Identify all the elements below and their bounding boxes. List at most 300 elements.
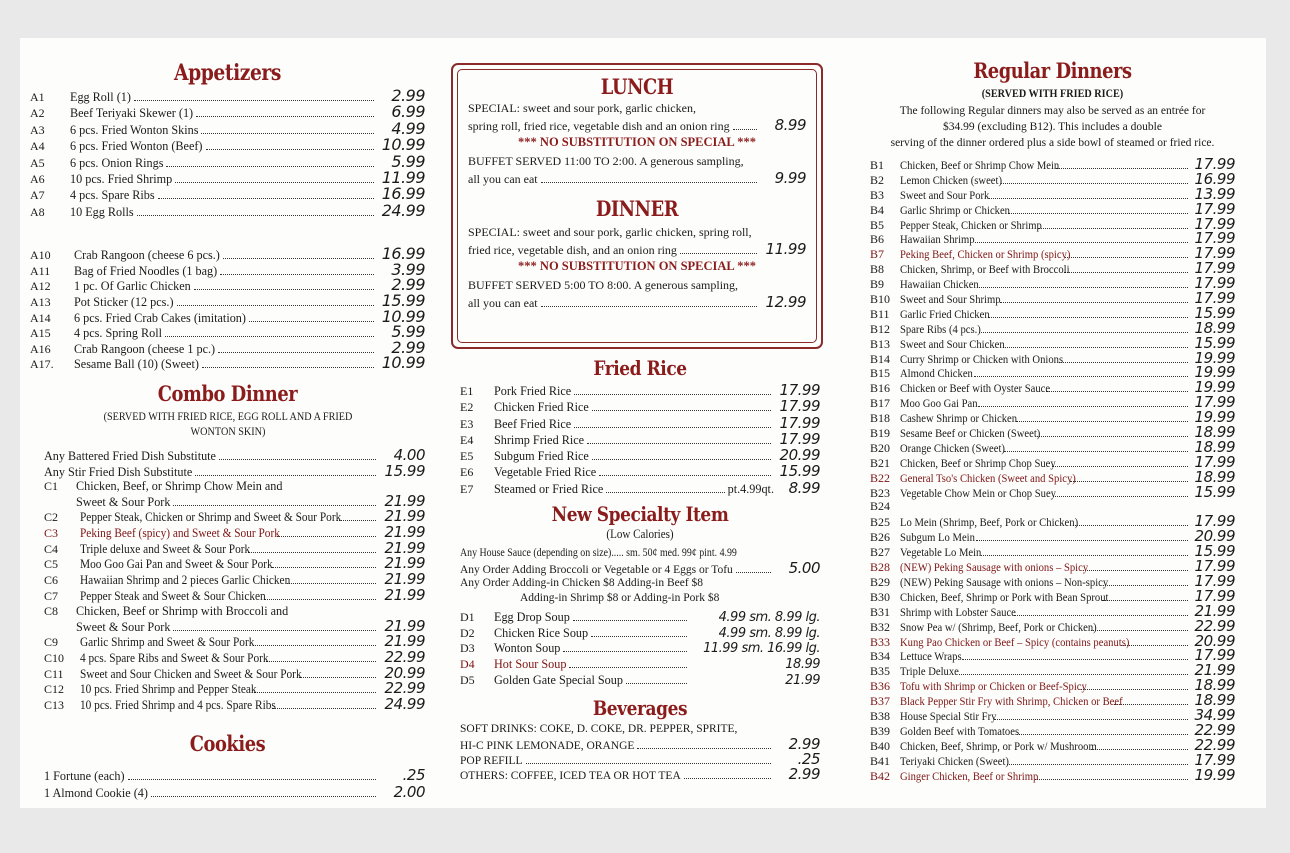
lunch-special-row [468,118,806,133]
dot-leader [989,198,1188,199]
item-code: B16 [870,381,891,396]
item-name: 6 pcs. Fried Wonton (Beef) [70,139,203,154]
item-code: B27 [870,545,891,560]
item-price: 21.99 [384,586,425,605]
dot-leader [574,427,771,428]
item-code: C6 [44,573,59,588]
menu-item-row [870,544,1235,559]
dot-leader [254,692,376,693]
item-code: C3 [44,525,59,540]
item-name: Vegetable Chow Mein or Chop Suey [900,485,1056,500]
dot-leader [680,253,757,254]
item-code: B10 [870,292,891,307]
menu-item-row [44,588,425,604]
menu-item-row [870,410,1235,425]
item-price: 17.99 [1194,244,1235,263]
dot-leader [1091,630,1188,631]
dot-leader [158,198,374,199]
dot-leader [573,620,687,621]
item-name: Moo Goo Gai Pan [900,396,978,411]
item-price: 17.99 [779,381,820,399]
lunch-dinner-box [451,63,823,349]
menu-item-row [870,631,1235,650]
item-price: 16.99 [381,184,425,204]
item-price: 21.99 [384,522,425,541]
item-code: B24 [870,499,891,514]
dot-leader [541,306,757,307]
menu-item-row [44,538,425,557]
item-name: Hawaiian Shrimp [900,232,975,247]
dot-leader [218,352,374,353]
menu-item-row [870,157,1235,172]
dinner-special-price: 11.99 [765,240,806,259]
item-name: Lo Mein (Shrimp, Beef, Pork or Chicken) [900,515,1079,530]
item-name: Teriyaki Chicken (Sweet) [900,753,1009,768]
item-name: Garlic Fried Chicken [900,306,990,321]
item-code: A15 [30,326,51,341]
item-code: B38 [870,708,891,723]
item-code: B25 [870,515,891,530]
dot-leader [606,492,724,493]
lunch-no-substitution: *** NO SUBSTITUTION ON SPECIAL *** [518,135,756,150]
dot-leader [134,100,374,101]
item-price: 18.99 [1194,691,1235,710]
item-price: 21.99 [384,538,425,557]
menu-item-row [460,610,820,626]
item-code: D2 [460,625,475,640]
item-code: D5 [460,672,475,687]
item-price: 24.99 [381,200,425,220]
dot-leader [1008,213,1188,214]
menu-item-row [44,663,425,682]
soft-drinks-line2: HI-C PINK LEMONADE, ORANGE [460,740,635,753]
item-name: Hot Sour Soup [494,656,567,671]
menu-item-row [30,104,425,120]
item-price: 2.00 [393,782,425,801]
item-price: 4.99 [391,118,425,138]
dot-leader [175,182,374,183]
item-price: 18.99 [1194,437,1235,456]
menu-item-row [870,529,1235,544]
dot-leader [736,572,771,573]
item-name: House Special Stir Fry [900,708,997,723]
item-code: B13 [870,336,891,351]
dot-leader [1121,645,1188,646]
item-code: E2 [460,400,474,415]
menu-item-row [870,425,1235,440]
regular-desc-line2: $34.99 (excluding B12). This includes a double [943,121,1162,133]
item-code: D4 [460,656,475,671]
item-name: 6 pcs. Fried Wonton Skins [70,122,199,137]
item-price: 2.99 [391,275,425,295]
menu-item-row [870,720,1235,739]
menu-item-row [460,398,820,414]
lunch-special-line1: SPECIAL: sweet and sour pork, garlic chicken, [468,101,696,115]
dot-leader [201,133,374,134]
item-code: D3 [460,641,475,656]
item-name: 6 pcs. Fried Crab Cakes (imitation) [74,310,246,325]
item-price: 17.99 [1194,155,1235,173]
item-code: B15 [870,366,891,381]
item-name: (NEW) Peking Sausage with onions – Spicy [900,560,1089,575]
item-size-note: pt.4.99qt. [727,481,774,496]
menu-item-row [30,88,425,104]
item-name: Kung Pao Chicken or Beef – Spicy (contains peanuts) [900,634,1130,649]
menu-item-row [870,214,1235,233]
dot-leader [137,215,374,216]
dot-leader [974,376,1188,377]
item-name: Black Pepper Stir Fry with Shrimp, Chicken or Beef [900,694,1123,709]
menu-item-row [870,348,1235,367]
menu-item-row [44,522,425,541]
item-price: 17.99 [1194,393,1235,412]
item-name: Sesame Beef or Chicken (Sweet) [900,426,1041,441]
fried-rice-list [460,382,820,496]
item-price: 13.99 [1194,184,1235,203]
dot-leader [173,630,376,631]
item-name: Ginger Chicken, Beef or Shrimp [900,768,1039,783]
item-code: E6 [460,465,474,480]
cookies-title: Cookies [189,731,266,757]
item-code: A10 [30,248,51,263]
item-code: B42 [870,768,891,783]
soft-drinks-price: 2.99 [788,735,820,754]
menu-item-row [870,735,1235,754]
item-price: 19.99 [1194,363,1235,382]
item-name: Crab Rangoon (cheese 1 pc.) [74,341,216,356]
adding-row [460,561,820,576]
item-price: 11.99 [381,167,425,187]
menu-item-row [870,559,1235,574]
item-name: Chicken, Beef, or Shrimp Chow Mein and [76,478,283,493]
menu-item-row [30,324,425,340]
item-name: Almond Chicken [900,366,973,381]
dot-leader [165,336,374,337]
dot-leader [1046,391,1188,392]
item-price: 2.99 [391,86,425,105]
item-price: 20.99 [1194,631,1235,650]
item-code: B20 [870,440,891,455]
item-code: C5 [44,557,59,572]
item-name: Peking Beef, Chicken or Shrimp (spicy) [900,247,1071,262]
menu-item-row [44,647,425,666]
item-code: E3 [460,416,474,431]
item-code: C13 [44,698,65,713]
item-price: 15.99 [779,462,820,481]
item-name: 6 pcs. Onion Rings [70,155,164,170]
item-name: Pot Sticker (12 pcs.) [74,294,174,309]
dot-leader [1037,436,1188,437]
dot-leader [994,719,1188,720]
item-name: Hawaiian Shrimp and 2 pieces Garlic Chicken [80,573,291,588]
menu-item-row [30,355,425,371]
item-code: B29 [870,574,891,589]
item-price: 10.99 [381,306,425,326]
dot-leader [626,683,687,684]
dot-leader [128,779,376,780]
dot-leader [684,778,771,779]
lunch-buffet-row [468,171,806,186]
dot-leader [248,552,376,553]
menu-item-row [870,380,1235,395]
dot-leader [299,677,376,678]
item-name: Spare Ribs (4 pcs.) [900,321,981,336]
menu-item-row [870,365,1235,380]
menu-item-row [30,186,425,202]
menu-item-row [870,601,1235,620]
menu-item-row [460,382,820,398]
item-name: Pepper Steak, Chicken or Shrimp and Sweet & Sour Pork [80,510,342,525]
dot-leader [574,394,771,395]
dot-leader [1035,779,1188,780]
dot-leader [979,332,1188,333]
item-name: Golden Gate Special Soup [494,672,623,687]
item-code: B19 [870,426,891,441]
item-price: 21.99 [384,491,425,510]
dot-leader [988,317,1188,318]
item-code: B34 [870,649,891,664]
dot-leader [599,475,771,476]
item-code: B11 [870,306,890,321]
item-name: Pepper Steak, Chicken or Shrimp [900,217,1042,232]
menu-item-row [30,167,425,187]
menu-item-row [30,290,425,310]
menu-item-row [870,291,1235,306]
item-price: 17.99 [1194,259,1235,278]
item-code: D1 [460,610,475,625]
item-code: A7 [30,188,45,203]
item-name: Lettuce Wraps [900,649,962,664]
item-code: E7 [460,481,474,496]
dot-leader [151,796,376,797]
menu-item-row [870,693,1235,708]
item-name: Chicken, Beef or Shrimp Chow Mein [900,158,1060,172]
lunch-buffet-price: 9.99 [774,169,806,188]
dinner-buffet-line1: BUFFET SERVED 5:00 TO 8:00. A generous sampling, [468,278,739,293]
regular-desc-line3: serving of the dinner ordered plus a side bowl of steamed or fried rice. [890,137,1215,149]
dot-leader [206,149,375,150]
menu-item-row [870,452,1235,471]
menu-item-row [870,437,1235,456]
item-code: C2 [44,510,59,525]
dot-leader [1053,496,1188,497]
item-price: 17.99 [1194,199,1235,218]
item-name: Vegetable Lo Mein [900,545,982,560]
dot-leader [249,321,374,322]
menu-item-row [870,499,1235,514]
item-code: B22 [870,470,891,485]
dot-leader [541,182,757,183]
dot-leader [173,505,376,506]
dot-leader [1081,689,1188,690]
menu-item-row [460,626,820,642]
item-price: 17.99 [1194,571,1235,590]
item-price: 17.99 [1194,289,1235,308]
pop-refill-label: POP REFILL [460,755,523,768]
dinner-buffet-price: 12.99 [765,293,806,312]
item-code: A14 [30,310,51,325]
item-name: Sesame Ball (10) (Sweet) [74,357,199,372]
dot-leader [592,459,771,460]
dot-leader [202,367,374,368]
house-sauce-line: Any House Sauce (depending on size)..... sm. 50¢ med. 99¢ pint. 4.99 [460,547,737,560]
item-name: Sweet and Sour Pork [900,187,990,202]
item-name: Cashew Shrimp or Chicken [900,411,1018,426]
lunch-special-price: 8.99 [774,116,806,134]
item-price: 21.99 [384,632,425,651]
item-code: E1 [460,384,474,398]
soft-drinks-row [460,737,820,752]
others-price: 2.99 [788,765,820,784]
item-price: 18.99 [785,656,820,672]
dinner-special-line2: fried rice, vegetable dish, and an onion ring [468,243,677,258]
item-name: Steamed or Fried Rice [494,481,604,496]
menu-item-row [30,246,425,262]
lunch-dinner-box-inner [457,69,817,343]
menu-item-row [870,199,1235,218]
item-price: 21.99 [384,570,425,589]
menu-item-row [460,463,820,479]
item-code: B8 [870,262,885,277]
item-name: 1 Almond Cookie (4) [44,785,148,800]
menu-item-row [30,118,425,138]
item-code: C11 [44,666,64,681]
dot-leader [978,406,1188,407]
item-price: 15.99 [1194,542,1235,561]
menu-item-row [870,482,1235,501]
lunch-special-line2: spring roll, fried rice, vegetable dish and an onion ring [468,119,730,133]
item-name: 10 Egg Rolls [70,204,134,219]
beverages-title: Beverages [592,696,688,721]
item-code: B14 [870,351,891,366]
dot-leader [1014,615,1188,616]
dot-leader [591,636,687,637]
item-name: Subgum Lo Mein [900,530,975,545]
item-price: 20.99 [1194,527,1235,546]
middle-column [460,356,820,782]
item-name: Triple deluxe and Sweet & Sour Pork [80,541,251,556]
dot-leader [1114,704,1188,705]
item-code: A13 [30,294,51,309]
menu-page [20,38,1266,808]
item-name-cont: Sweet & Sour Pork [76,619,171,634]
dot-leader [563,651,687,652]
item-code: B6 [870,232,885,247]
menu-item-row [30,137,425,153]
item-code: A12 [30,279,51,294]
item-code: B32 [870,619,891,634]
item-price: 3.99 [391,259,425,279]
item-code: B12 [870,321,891,336]
item-price: 22.99 [1194,720,1235,739]
dot-leader [1007,764,1188,765]
menu-item-row [870,648,1235,663]
item-name: Chicken or Beef with Oyster Sauce [900,381,1051,396]
menu-item-row [30,259,425,279]
fried-rice-title: Fried Rice [593,356,687,380]
item-name: Chicken, Shrimp, or Beef with Broccoli [900,262,1070,277]
item-price: 22.99 [384,679,425,698]
item-name: Egg Drop Soup [494,610,570,625]
item-name: Chicken, Beef or Shrimp Chop Suey [900,455,1056,470]
dot-leader [253,645,376,646]
menu-item-row [870,705,1235,724]
item-name: Subgum Fried Rice [494,449,589,464]
item-name: Egg Roll (1) [70,90,131,104]
dot-leader [194,289,374,290]
dot-leader [1065,257,1188,258]
item-name: 10 pcs. Fried Shrimp and Pepper Steak [80,682,257,697]
item-price: 11.99 sm. 16.99 lg. [703,641,820,657]
dot-leader [1103,585,1188,586]
dot-leader [1001,183,1188,184]
item-price: 4.99 sm. 8.99 lg. [718,610,820,626]
item-price: 15.99 [1194,482,1235,501]
item-price: 21.99 [1194,661,1235,680]
item-price: 16.99 [381,244,425,264]
item-code: B33 [870,634,891,649]
item-price: 20.99 [384,663,425,682]
dot-leader [219,459,376,460]
item-name: Any Battered Fried Dish Substitute [44,448,216,463]
adding-line: Any Order Adding Broccoli or Vegetable or 4 Eggs or Tofu [460,564,733,577]
item-price: 15.99 [381,290,425,310]
item-code: C10 [44,650,65,665]
lunch-title: LUNCH [600,74,674,99]
item-name-cont: Sweet & Sour Pork [76,494,171,509]
item-code: C7 [44,589,59,604]
item-code: B28 [870,560,891,575]
dot-leader [264,599,376,600]
dinner-special-row [468,242,806,257]
dot-leader [272,708,376,709]
item-price: 17.99 [779,429,820,448]
item-price: 15.99 [1194,333,1235,352]
menu-item-row [44,572,425,588]
item-code: B41 [870,753,891,768]
dot-leader [1016,421,1188,422]
item-code: A6 [30,171,45,186]
right-column [870,38,1235,782]
others-row [460,767,820,782]
item-code: A11 [30,263,51,278]
item-name: Garlic Shrimp or Chicken [900,202,1010,217]
item-price: 21.99 [384,554,425,573]
item-price: 17.99 [1194,586,1235,605]
dot-leader [220,274,374,275]
item-code: C9 [44,635,59,650]
menu-item-row [44,784,425,801]
item-name: General Tso's Chicken (Sweet and Spicy) [900,470,1076,485]
adding-meat-line: Any Order Adding-in Chicken $8 Adding-in Beef $8 [460,577,704,590]
dot-leader [1017,734,1188,735]
item-name: Moo Goo Gai Pan and Sweet & Sour Pork [80,557,273,572]
item-price: 17.99 [1194,750,1235,769]
item-name: Crab Rangoon (cheese 6 pcs.) [74,248,220,263]
item-code: A2 [30,106,45,121]
soup-list [460,610,820,688]
dot-leader [277,536,376,537]
item-name: (NEW) Peking Sausage with onions – Non-spicy [900,574,1109,589]
item-name: Sweet and Sour Chicken [900,336,1005,351]
dot-leader [1083,570,1188,571]
dinner-buffet-line2: all you can eat [468,296,538,311]
menu-item-row [870,246,1235,261]
menu-item-row [30,306,425,326]
specialty-title: New Specialty Item [551,502,729,527]
menu-item-row [44,616,425,635]
item-name: Chicken Fried Rice [494,400,589,415]
